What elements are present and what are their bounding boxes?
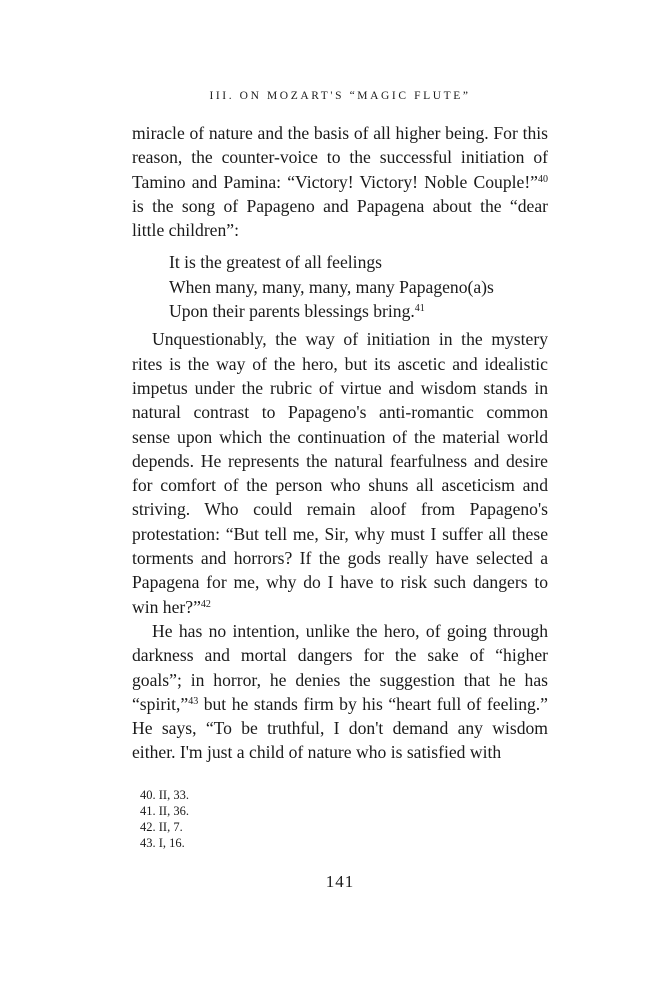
footnote-ref-41: 41: [414, 303, 425, 315]
poem-block: [169, 250, 548, 323]
poem-line-3-text: Upon their parents blessings bring.: [169, 301, 415, 322]
poem-line-2: When many, many, many, many Papageno(a)s: [169, 276, 494, 297]
footnote-ref-42: 42: [200, 598, 211, 610]
poem-line-3: [169, 299, 548, 323]
running-head: III. ON MOZART'S “MAGIC FLUTE”: [209, 90, 471, 102]
paragraph-2-text-a: Unquestionably, the way of initiation in the mystery rites is the way of the hero, but its ascetic and idealistic impetus under the rubric of virtue and wisdom stands in natural contrast to Papageno's anti-romantic common sense upon which the continuation of the material world depends. He represents the natural fearfulness and desire for comfort of the person who shuns all asceticism and striving. Who could remain aloof from Papageno's protestation: “But tell me, Sir, why must I suffer all these torments and horrors? If the gods really have selected a Papagena for me, why do I have to risk such dangers to win her?”: [132, 329, 548, 617]
footnote-41: 41. II, 36.: [140, 803, 189, 818]
book-page: [132, 86, 548, 892]
poem-line-1: It is the greatest of all feelings: [169, 252, 383, 273]
page-number: 141: [325, 871, 355, 891]
paragraph-3: [132, 619, 548, 765]
paragraph-1: [132, 121, 548, 242]
footnote-ref-40: 40: [538, 173, 548, 185]
footnote-ref-43: 43: [188, 695, 199, 707]
footnote-43: 43. I, 16.: [140, 835, 185, 850]
paragraph-3-text-a: He has no intention, unlike the hero, of going through darkness and mortal dangers for the sake of “higher goals”; in horror, he denies the suggestion that he has “spirit,”: [132, 620, 548, 714]
paragraph-2: [132, 327, 548, 619]
footnotes: [140, 787, 548, 851]
paragraph-1-text-b: is the song of Papageno and Papagena about the “dear little children”:: [132, 195, 548, 241]
footnote-42: 42. II, 7.: [140, 819, 183, 834]
paragraph-3-text-b: but he stands firm by his “heart full of feeling.” He says, “To be truthful, I don't demand any wisdom either. I'm just a child of nature who is satisfied with: [132, 693, 548, 763]
paragraph-1-text-a: miracle of nature and the basis of all higher being. For this reason, the counter-voice to the successful initiation of Tamino and Pamina: “Victory! Victory! Noble Couple!”: [132, 123, 548, 192]
footnote-40: 40. II, 33.: [140, 787, 189, 802]
